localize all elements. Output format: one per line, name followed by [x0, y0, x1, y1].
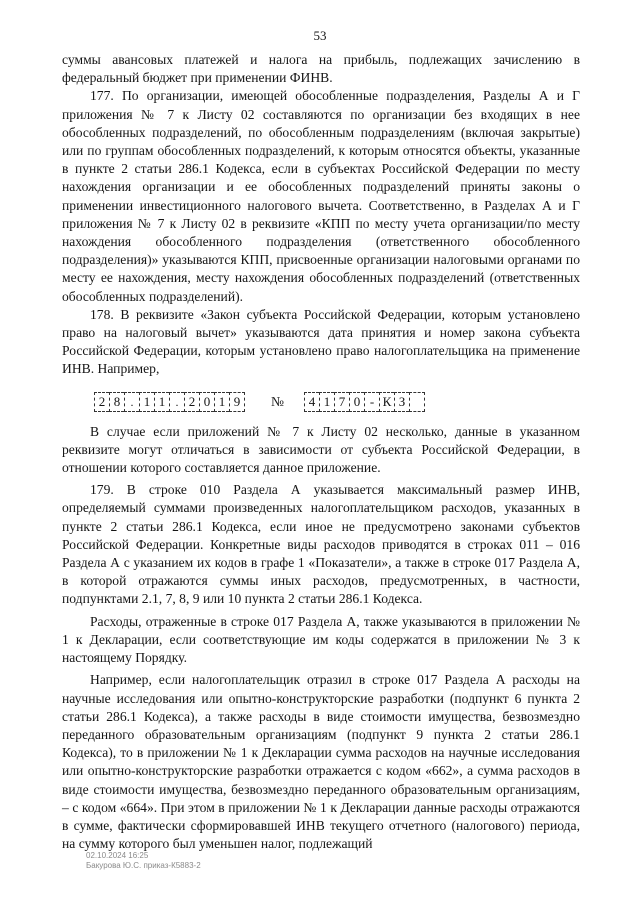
number-cell: -: [364, 392, 379, 412]
date-cell: 8: [109, 392, 124, 412]
document-body: [62, 51, 580, 853]
paragraph-line-017: Расходы, отраженные в строке 017 Раздела А, также указываются в приложении № 1 к Декларации, если соответствующие им коды содержатся в приложении № 3 к настоящему Порядку.: [62, 613, 580, 666]
number-cell: 7: [334, 392, 349, 412]
paragraph-179: 179. В строке 010 Раздела А указывается максимальный размер ИНВ, определяемый суммами произведенных налогоплательщиком расходов, указанных в пункте 2 статьи 286.1 Кодекса, если иное не предусмотрено законами субъектов Российской Федерации. Конкретные виды расходов приводятся в строках 011 – 016 Раздела А с указанием их кодов в графе 1 «Показатели», а также в строке 017 Раздела А, в которой отражаются суммы иных расходов, предусмотренных, в частности, подпунктами 2.1, 7, 8, 9 или 10 пункта 2 статьи 286.1 Кодекса.: [62, 482, 580, 607]
date-cell: 9: [229, 392, 245, 412]
date-cell: 0: [199, 392, 214, 412]
date-cell: 1: [154, 392, 169, 412]
footer-line-1: 02.10.2024 16:25: [86, 851, 149, 860]
number-cell: 1: [319, 392, 334, 412]
law-requisite-example: [94, 391, 580, 413]
paragraph-continuation: суммы авансовых платежей и налога на прибыль, подлежащих зачислению в федеральный бюджет при применении ФИНВ.: [62, 52, 580, 86]
number-cell: К: [379, 392, 394, 412]
date-cell: 1: [139, 392, 154, 412]
number-cell: З: [394, 392, 409, 412]
paragraph-multiple-attachments: В случае если приложений № 7 к Листу 02 несколько, данные в указанном реквизите могут отличаться в зависимости от субъекта Российской Федерации, в отношении которого составляется данное приложение.: [62, 423, 580, 476]
paragraph-178: 178. В реквизите «Закон субъекта Российской Федерации, которым установлено право на налоговый вычет» указываются дата принятия и номер закона субъекта Российской Федерации, которым установлено право налогоплательщика на применение ИНВ. Например,: [62, 306, 580, 377]
paragraph-177: 177. По организации, имеющей обособленные подразделения, Разделы А и Г приложения № 7 к Листу 02 составляются по организации без входящих в нее обособленных подразделений, по обособленным подразделениям (включая закрытые) или по группам обособленных подразделений, к которым относятся объекты, указанные в пункте 2 статьи 286.1 Кодекса, если в субъектах Российской Федерации по месту нахождения организации и ее обособленных подразделений приняты законы о применении инвестиционного налогового вычета. Соответственно, в Разделах А и Г приложения № 7 к Листу 02 в реквизите «КПП по месту учета организации/по месту нахождения обособленного подразделения (ответственного обособленного подразделения)» указываются КПП, присвоенные организации налоговыми органами по месту ее нахождения, месту нахождения обособленных подразделений (ответственных обособленных подразделений).: [62, 88, 580, 304]
date-cell: 2: [94, 392, 109, 412]
number-cell: [409, 392, 425, 412]
paragraph-example: Например, если налогоплательщик отразил в строке 017 Раздела А расходы на научные исследования или опытно-конструкторские разработки (подпункт 6 пункта 2 статьи 286.1 Кодекса), а также расходы в виде стоимости имущества, безвозмездно переданного образовательным организациям (подпункт 9 пункта 2 статьи 286.1 Кодекса), то в приложении № 1 к Декларации сумма расходов на научные исследования или опытно-конструкторские разработки отражается с кодом «662», а сумма расходов в виде стоимости имущества, безвозмездно переданного образовательным организациям, – с кодом «664». При этом в приложении № 1 к Декларации данные расходы отражаются в сумме, фактически сформировавшей ИНВ текущего отчетного (налогового) периода, на сумму которого был уменьшен налог, подлежащий: [62, 672, 580, 852]
date-cell: 1: [214, 392, 229, 412]
date-separator-cell: .: [169, 392, 184, 412]
law-number-cells: [304, 392, 425, 412]
page-number: 53: [313, 28, 327, 43]
footer-line-2: Бакурова Ю.С. приказ-К5883-2: [86, 861, 201, 870]
number-cell: 0: [349, 392, 364, 412]
date-separator-cell: .: [124, 392, 139, 412]
number-sign: №: [271, 393, 284, 409]
document-footer-stamp: [86, 851, 201, 871]
date-cell: 2: [184, 392, 199, 412]
number-cell: 4: [304, 392, 319, 412]
law-date-cells: [94, 392, 245, 412]
